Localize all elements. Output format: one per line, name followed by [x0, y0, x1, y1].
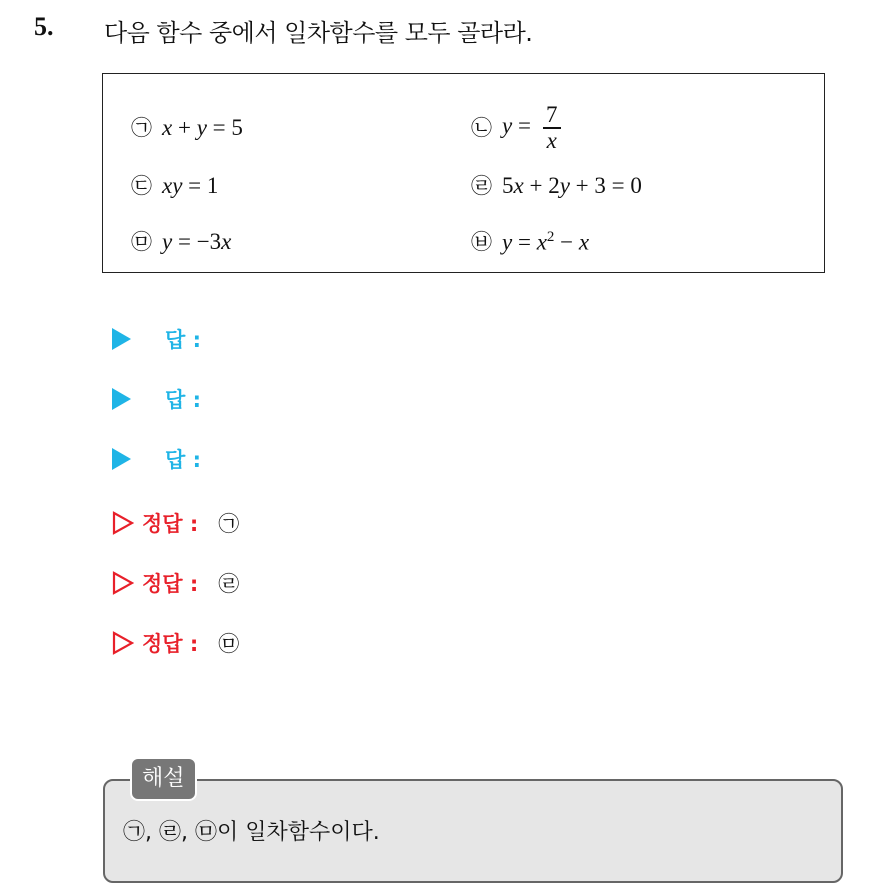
- question-text: 다음 함수 중에서 일차함수를 모두 골라라.: [104, 19, 533, 47]
- answer-label: 답 :: [165, 388, 201, 412]
- explanation-text: ㉠, ㉣, ㉤이 일차함수이다.: [123, 820, 380, 845]
- play-icon: [112, 388, 131, 410]
- choice-3: [131, 166, 218, 206]
- answer-label: 답 :: [165, 328, 201, 352]
- choice-2: [471, 102, 561, 153]
- choice-5: [131, 222, 231, 262]
- outline-play-icon: [112, 631, 134, 655]
- explanation-tag: 해설: [130, 757, 197, 801]
- key-row-3: [112, 626, 239, 660]
- explanation-box: [103, 779, 843, 883]
- play-icon: [112, 328, 131, 350]
- choice-marker: ㉥: [471, 229, 492, 254]
- answer-label: 답 :: [165, 448, 201, 472]
- choice-marker: ㉣: [471, 173, 492, 198]
- key-label: 정답 :: [142, 632, 199, 656]
- key-value: ㉠: [218, 512, 240, 536]
- outline-play-icon: [112, 571, 134, 595]
- key-label: 정답 :: [142, 572, 199, 596]
- key-row-2: [112, 566, 239, 600]
- choice-1: [131, 108, 243, 148]
- answer-row-3: [112, 442, 201, 476]
- key-value: ㉣: [218, 572, 240, 596]
- answer-row-1: [112, 322, 201, 356]
- key-row-1: [112, 506, 239, 540]
- play-icon: [112, 448, 131, 470]
- choices-box: [102, 73, 825, 273]
- choice-6: [471, 222, 589, 262]
- choice-expression: 5x + 2y + 3 = 0: [502, 173, 642, 198]
- choice-expression: y = −3x: [162, 229, 232, 254]
- choice-marker: ㉠: [131, 115, 152, 140]
- choice-expression: y = $\frac{7}{x}$: [502, 103, 561, 153]
- choice-expression: x + y = 5: [162, 115, 243, 140]
- outline-play-icon: [112, 511, 134, 535]
- choice-marker: ㉤: [131, 229, 152, 254]
- fraction: $\frac{7}{x}$: [543, 103, 561, 153]
- answer-row-2: [112, 382, 201, 416]
- choice-marker: ㉡: [471, 115, 492, 140]
- choice-4: [471, 166, 642, 206]
- question-number: 5.: [34, 12, 54, 41]
- key-label: 정답 :: [142, 512, 199, 536]
- choice-expression: $y = x^2 - x$: [502, 228, 590, 255]
- choice-marker: ㉢: [131, 173, 152, 198]
- choice-expression: xy = 1: [162, 173, 219, 198]
- key-value: ㉤: [218, 632, 240, 656]
